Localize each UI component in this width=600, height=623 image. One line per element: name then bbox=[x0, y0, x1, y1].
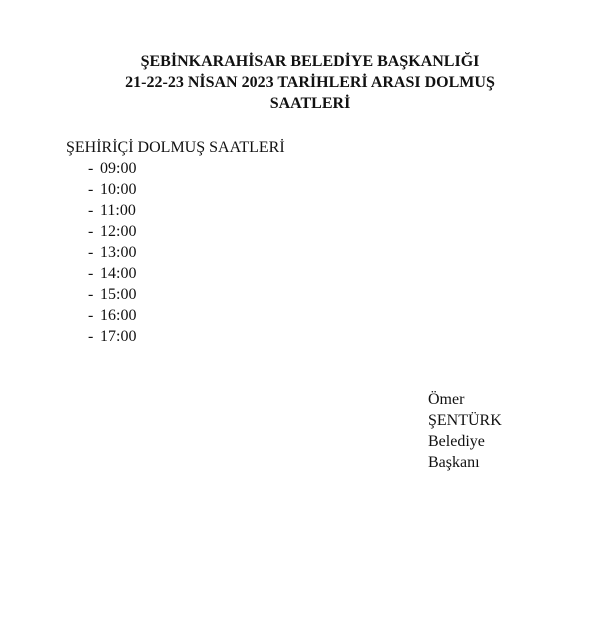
time-item bbox=[88, 305, 285, 326]
time-item bbox=[88, 284, 285, 305]
time-value: 10:00 bbox=[100, 181, 137, 198]
schedule-section bbox=[66, 137, 285, 347]
signature-title-line-1: Belediye bbox=[428, 433, 485, 450]
signature-first-name: Ömer bbox=[428, 391, 465, 408]
time-value: 14:00 bbox=[100, 265, 137, 282]
time-value: 09:00 bbox=[100, 160, 137, 177]
title-line-2: 21-22-23 NİSAN 2023 TARİHLERİ ARASI DOLMUŞ bbox=[125, 74, 495, 91]
time-value: 13:00 bbox=[100, 244, 137, 261]
time-item bbox=[88, 200, 285, 221]
time-value: 11:00 bbox=[100, 202, 136, 219]
time-item bbox=[88, 326, 285, 347]
time-item bbox=[88, 242, 285, 263]
signature-block bbox=[428, 389, 502, 473]
time-value: 12:00 bbox=[100, 223, 137, 240]
list-dash: - bbox=[88, 181, 94, 198]
list-dash: - bbox=[88, 265, 94, 282]
time-value: 17:00 bbox=[100, 328, 137, 345]
list-dash: - bbox=[88, 307, 94, 324]
signature-title-line-2: Başkanı bbox=[428, 454, 480, 471]
list-dash: - bbox=[88, 328, 94, 345]
document-title bbox=[60, 51, 560, 114]
list-dash: - bbox=[88, 160, 94, 177]
signature-last-name: ŞENTÜRK bbox=[428, 412, 502, 429]
time-value: 16:00 bbox=[100, 307, 137, 324]
list-dash: - bbox=[88, 244, 94, 261]
list-dash: - bbox=[88, 223, 94, 240]
list-dash: - bbox=[88, 286, 94, 303]
time-list bbox=[66, 158, 285, 347]
section-heading: ŞEHİRİÇİ DOLMUŞ SAATLERİ bbox=[66, 139, 285, 156]
time-value: 15:00 bbox=[100, 286, 137, 303]
title-line-1: ŞEBİNKARAHİSAR BELEDİYE BAŞKANLIĞI bbox=[140, 53, 480, 70]
title-line-3: SAATLERİ bbox=[269, 95, 351, 112]
time-item bbox=[88, 263, 285, 284]
time-item bbox=[88, 158, 285, 179]
list-dash: - bbox=[88, 202, 94, 219]
time-item bbox=[88, 221, 285, 242]
time-item bbox=[88, 179, 285, 200]
